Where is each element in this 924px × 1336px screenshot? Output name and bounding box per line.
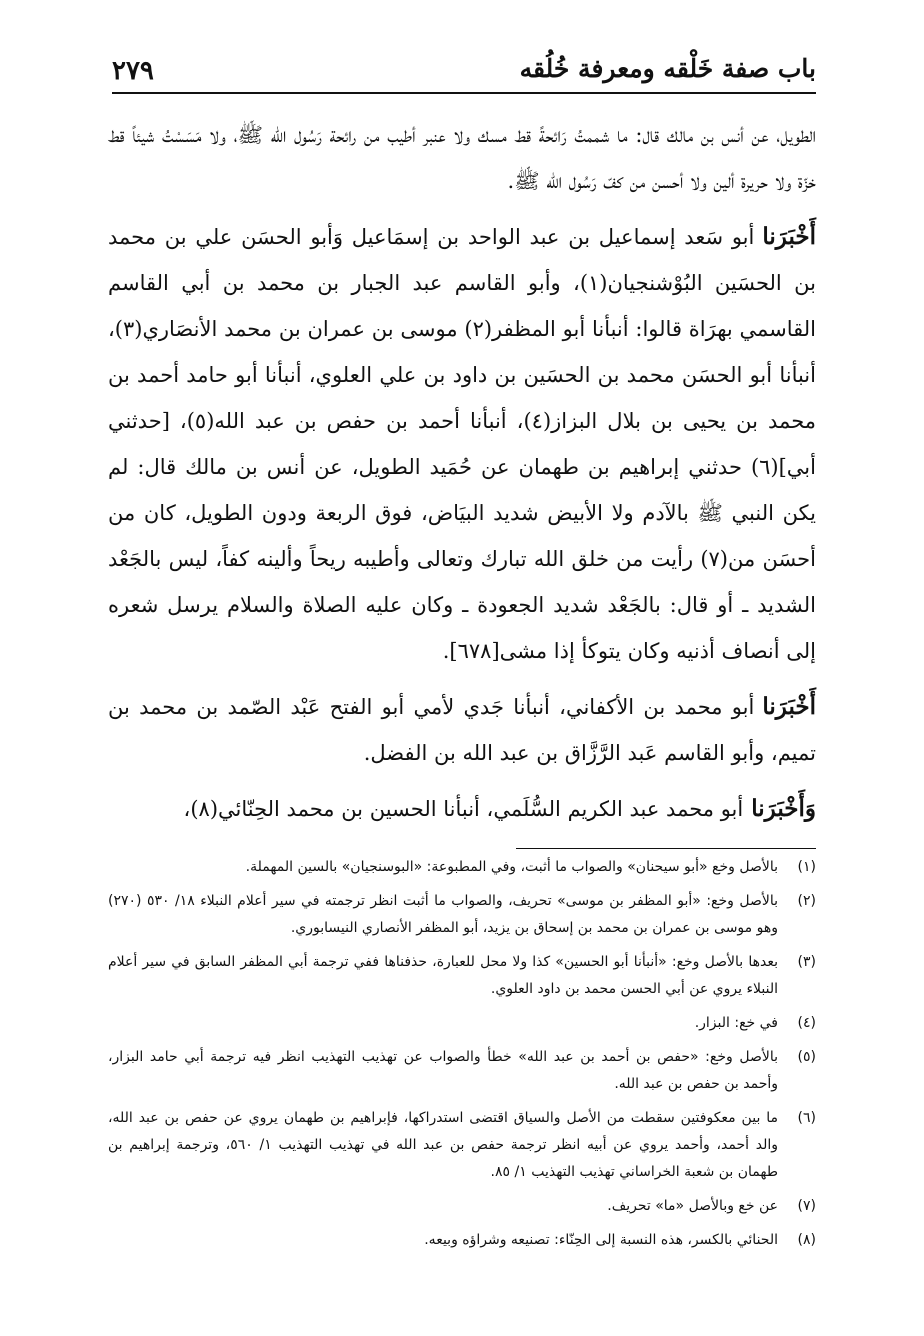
footnote xyxy=(108,949,816,1003)
paragraph xyxy=(108,684,816,776)
footnote-number: (١) xyxy=(797,859,816,875)
footnote-number: (٦) xyxy=(797,1110,816,1126)
footnote-text: بالأصل وخع: «أبو المظفر بن موسى» تحريف، والصواب ما أثبت انظر ترجمته في سير أعلام النبلاء ١٨/ ٥٣٠ (٢٧٠) وهو موسى بن عمران بن محمد بن إسحاق بن يزيد، أبو المظفر الأنصاري النيسابوري. xyxy=(108,893,778,936)
footnote-text: بالأصل وخع: «حفص بن أحمد بن عبد الله» خطأ والصواب عن تهذيب التهذيب انظر فيه ترجمة أبي حامد البزار، وأحمد بن حفص بن عبد الله. xyxy=(108,1049,778,1092)
main-text xyxy=(108,112,816,842)
page-header xyxy=(112,50,816,94)
footnote-number: (٢) xyxy=(797,893,816,909)
footnote-text: ما بين معكوفتين سقطت من الأصل والسياق اقتضى استدراكها، فإبراهيم بن طهمان يروي عن حفص بن عبد الله، والد أحمد، وأحمد يروي عن أبيه انظر ترجمة حفص بن عبد الله في تهذيب التهذيب ١/ ٥٦٠، وترجمة إبراهيم بن طهمان بن شعبة الخراساني تهذيب التهذيب ١/ ٨٥. xyxy=(108,1110,779,1180)
footnote-number: (٨) xyxy=(797,1232,816,1248)
footnotes xyxy=(108,854,816,1261)
footnote xyxy=(108,1044,816,1098)
footnote-divider xyxy=(516,848,816,849)
footnote-text: بالأصل وخع «أبو سيحنان» والصواب ما أثبت، وفي المطبوعة: «البوسنجيان» بالسين المهملة. xyxy=(245,859,778,875)
footnote-text: الحنائي بالكسر، هذه النسبة إلى الحِنّاء: تصنيعه وشراؤه وبيعه. xyxy=(424,1232,778,1248)
footnote xyxy=(108,1193,816,1220)
running-title: باب صفة خَلْقه ومعرفة خُلُقه xyxy=(519,54,816,83)
page-number: ٢٧٩ xyxy=(112,56,154,86)
footnote-text: في خع: البزار. xyxy=(694,1015,778,1031)
footnote xyxy=(108,1105,816,1186)
footnote-text: بعدها بالأصل وخع: «أنبأنا أبو الحسين» كذا ولا محل للعبارة، حذفناها ففي ترجمة أبي المظفر السابق في سير أعلام النبلاء يروي عن أبي الحسن محمد بن داود العلوي. xyxy=(108,954,778,997)
paragraph xyxy=(108,786,816,832)
footnote-number: (٣) xyxy=(797,954,816,970)
footnote xyxy=(108,1010,816,1037)
paragraph-lead: أَخْبَرَنا xyxy=(762,693,816,720)
paragraph-text: الطويل، عن أنس بن مالك قال: ما شممتُ رَائحةً قط مسك ولا عنبر أطيب من رائحة رَسُول الله ﷺ، ولا مَسَسْتُ شيئاً قط خزّة ولا حريرة ألين ولا أحسن من كفّ رَسُول الله ﷺ. xyxy=(108,123,816,193)
paragraph-lead: أَخْبَرَنا xyxy=(762,223,816,250)
paragraph-lead: وَأَخْبَرَنا xyxy=(751,795,816,822)
footnote-number: (٤) xyxy=(797,1015,816,1031)
footnote-text: عن خع وبالأصل «ما» تحريف. xyxy=(607,1198,778,1214)
footnote xyxy=(108,1227,816,1254)
paragraph-text: أبو محمد عبد الكريم السُّلَمي، أنبأنا الحسين بن محمد الحِنّائي(٨)، xyxy=(183,797,744,821)
footnote xyxy=(108,888,816,942)
footnote xyxy=(108,854,816,881)
paragraph xyxy=(108,214,816,674)
paragraph xyxy=(108,112,816,204)
footnote-number: (٧) xyxy=(797,1198,816,1214)
footnote-number: (٥) xyxy=(797,1049,816,1065)
paragraph-text: أبو محمد بن الأكفاني، أنبأنا جَدي لأمي أبو الفتح عَبْد الصّمد بن محمد بن تميم، وأبو القاسم عَبد الرَّزَّاق بن عبد الله بن الفضل. xyxy=(108,695,816,765)
paragraph-text: أبو سَعد إسماعيل بن عبد الواحد بن إسمَاعيل وَأبو الحسَن علي بن محمد بن الحسَين البُوْشنجيان(١)، وأبو القاسم عبد الجبار بن محمد بن أبي القاسم القاسمي بهرَاة قالوا: أنبأنا أبو المظفر(٢) موسى بن عمران بن محمد الأنصَاري(٣)، أنبأنا أبو الحسَن محمد بن الحسَين بن داود بن علي العلوي، أنبأنا أبو حامد أحمد بن محمد بن يحيى بن بلال البزاز(٤)، أنبأنا أحمد بن حفص بن عبد الله(٥)، [حدثني أبي](٦) حدثني إبراهيم بن طهمان عن حُمَيد الطويل، عن أنس بن مالك قال: لم يكن النبي ﷺ بالآدم ولا الأبيض شديد البيَاض، فوق الربعة ودون الطويل، كان من أحسَن من(٧) رأيت من خلق الله تبارك وتعالى وأطيبه ريحاً وألينه كفاً، ليس بالجَعْد الشديد ـ أو قال: بالجَعْد شديد الجعودة ـ وكان عليه الصلاة والسلام يرسل شعره إلى أنصاف أذنيه وكان يتوكأ إذا مشى[٦٧٨]. xyxy=(108,225,817,663)
